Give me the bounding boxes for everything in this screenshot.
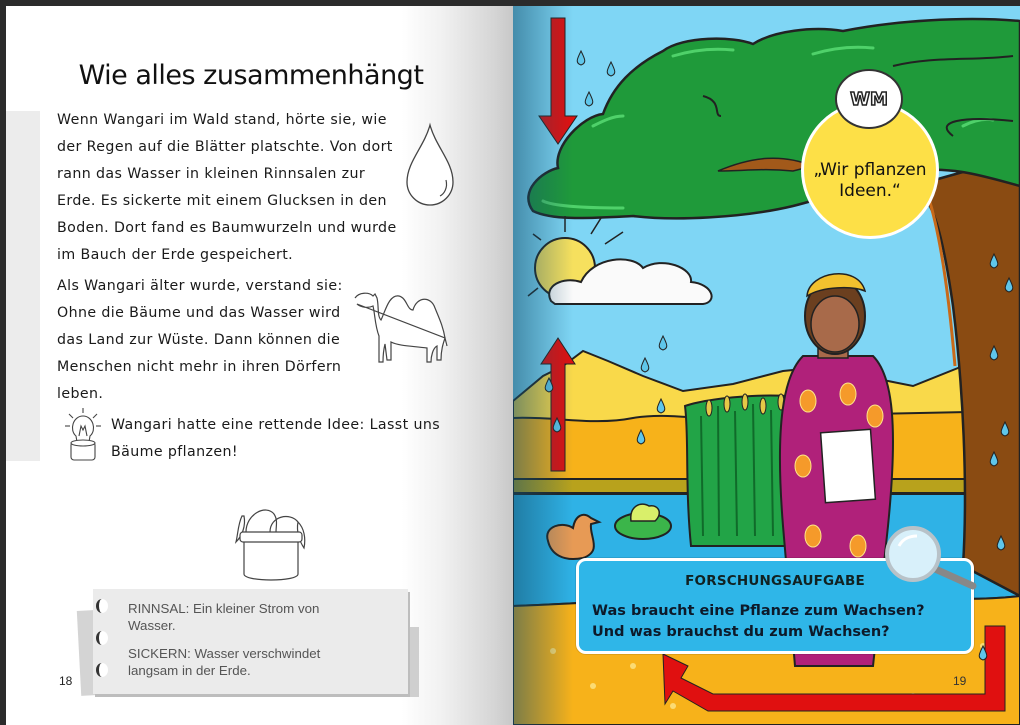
page-number-right: 19 <box>953 674 967 688</box>
right-page <box>513 6 1020 725</box>
task-question-1: Was braucht eine Pflanze zum Wachsen? <box>592 603 925 619</box>
binder-ring <box>96 599 108 613</box>
paragraph-desert: Als Wangari älter wurde, verstand sie: Ohne die Bäume und das Wasser wird das Land zur Wüste. Dann können die Menschen nicht mehr in ihren Dörfern leben. <box>57 278 343 402</box>
paragraph-idea: Wangari hatte eine rettende Idee: Lasst uns Bäume pflanzen! <box>111 417 441 460</box>
binder-ring <box>96 663 108 677</box>
page-title: Wie alles zusammenhängt <box>78 60 424 91</box>
magnifier-icon <box>881 526 981 596</box>
wm-logo: WM <box>835 69 903 129</box>
paragraph-rain: Wenn Wangari im Wald stand, hörte sie, wie der Regen auf die Blätter platschte. Von dort rann das Wasser in kleinen Rinnsalen zur Erde. Es sickerte mit einem Glucksen in den Boden. Dort fand es Baumwurzeln und wurde im Bauch der Erde gespeichert. <box>57 112 397 263</box>
wilted-plant-icon <box>232 494 312 584</box>
glossary-entry-sickern: SICKERN: Wasser verschwindet langsam in der Erde. <box>128 646 321 678</box>
lightbulb-icon <box>63 406 103 464</box>
camel-icon <box>351 286 451 366</box>
glossary-entry-rinnsal: RINNSAL: Ein kleiner Strom von Wasser. <box>128 601 320 633</box>
margin-bar <box>6 111 40 461</box>
task-question-2: Und was brauchst du zum Wachsen? <box>592 624 890 640</box>
water-drop-icon <box>404 122 456 212</box>
left-page <box>6 6 513 725</box>
binder-ring <box>96 631 108 645</box>
page-number-left: 18 <box>59 674 73 688</box>
task-title: FORSCHUNGSAUFGABE <box>685 573 865 589</box>
task-questions <box>592 601 925 643</box>
badge-quote: „Wir pflanzen Ideen.“ <box>813 160 927 201</box>
